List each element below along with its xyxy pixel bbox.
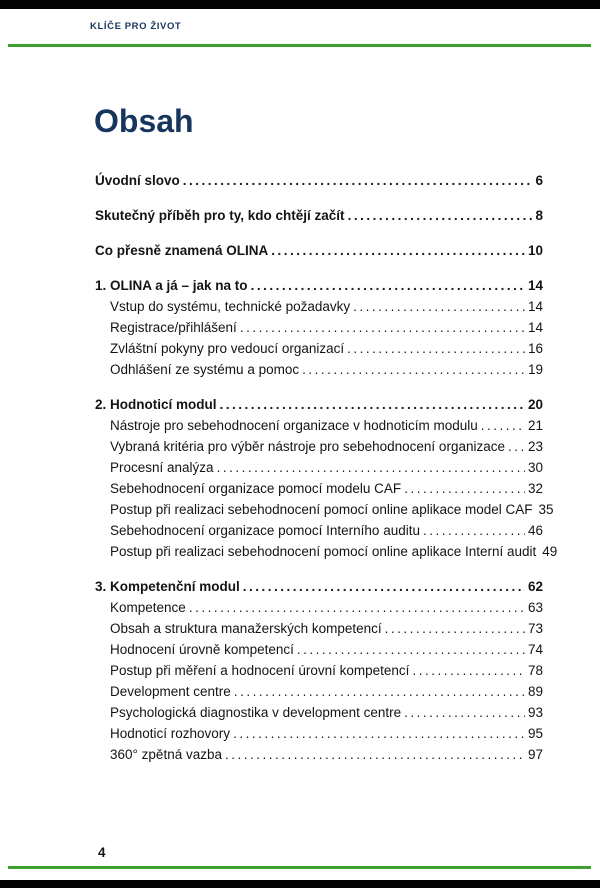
toc-entry — [95, 240, 543, 261]
toc-page-number: 14 — [527, 299, 543, 314]
toc-entry-label: Obsah a struktura manažerských kompetencí — [110, 621, 382, 636]
toc-dot-leader — [225, 744, 525, 765]
footer-page-number: 4 — [98, 845, 106, 860]
toc-entry — [95, 359, 543, 380]
toc-entry-label: Registrace/přihlášení — [110, 320, 237, 335]
toc-entry-label: Kompetence — [110, 600, 186, 615]
toc-list — [95, 170, 558, 765]
toc-dot-leader — [348, 205, 533, 226]
toc-entry-label: Postup při realizaci sebehodnocení pomocí online aplikace Interní audit — [110, 544, 537, 559]
toc-entry-label: Skutečný příběh pro ty, kdo chtějí začít — [95, 208, 345, 223]
toc-entry — [95, 415, 543, 436]
toc-entry — [95, 576, 543, 597]
toc-entry-label: Úvodní slovo — [95, 173, 180, 188]
toc-dot-leader — [217, 457, 525, 478]
toc-dot-leader — [385, 618, 525, 639]
toc-entry-label: Zvláštní pokyny pro vedoucí organizací — [110, 341, 345, 356]
toc-page-number: 19 — [527, 362, 543, 377]
toc-page-number: 63 — [527, 600, 543, 615]
toc-entry — [95, 170, 543, 191]
toc-entry-label: Postup při měření a hodnocení úrovní kompetencí — [110, 663, 410, 678]
toc-entry — [95, 205, 543, 226]
toc-page-number: 89 — [527, 684, 543, 699]
toc-page-number: 16 — [527, 341, 543, 356]
toc-dot-leader — [183, 170, 533, 191]
toc-page-number: 6 — [535, 173, 543, 188]
toc-entry-label: Procesní analýza — [110, 460, 214, 475]
toc-entry — [95, 436, 543, 457]
toc-dot-leader — [423, 520, 525, 541]
toc-entry — [95, 639, 543, 660]
toc-entry — [95, 478, 543, 499]
toc-entry-label: 1. OLINA a já – jak na to — [95, 278, 248, 293]
toc-entry-label: Development centre — [110, 684, 231, 699]
toc-dot-leader — [220, 394, 525, 415]
toc-entry — [95, 520, 543, 541]
toc-page-number: 20 — [527, 397, 543, 412]
toc-entry-label: Sebehodnocení organizace pomocí Interního auditu — [110, 523, 420, 538]
toc-entry — [95, 499, 554, 520]
toc-entry — [95, 723, 543, 744]
toc-page-number: 30 — [527, 460, 543, 475]
toc-entry-label: Co přesně znamená OLINA — [95, 243, 269, 258]
toc-dot-leader — [347, 338, 525, 359]
toc-entry — [95, 275, 543, 296]
toc-page-number: 8 — [535, 208, 543, 223]
toc-dot-leader — [353, 296, 525, 317]
toc-page-number: 62 — [527, 579, 543, 594]
toc-page-number: 23 — [527, 439, 543, 454]
header-divider-rule — [8, 44, 591, 47]
toc-entry-label: Nástroje pro sebehodnocení organizace v hodnoticím modulu — [110, 418, 478, 433]
toc-entry-label: Odhlášení ze systému a pomoc — [110, 362, 300, 377]
toc-entry — [95, 317, 543, 338]
toc-page-number: 74 — [527, 642, 543, 657]
toc-entry — [95, 338, 543, 359]
toc-page-number: 32 — [527, 481, 543, 496]
toc-entry — [95, 702, 543, 723]
toc-entry — [95, 618, 543, 639]
toc-page-number: 14 — [527, 278, 543, 293]
toc-entry-label: 360° zpětná vazba — [110, 747, 222, 762]
toc-page-number: 97 — [527, 747, 543, 762]
toc-dot-leader — [412, 660, 525, 681]
toc-dot-leader — [481, 415, 525, 436]
header-brand: KLÍČE PRO ŽIVOT — [90, 21, 182, 32]
toc-dot-leader — [404, 702, 525, 723]
toc-entry — [95, 296, 543, 317]
toc-entry-label: Hodnoticí rozhovory — [110, 726, 231, 741]
toc-dot-leader — [251, 275, 525, 296]
toc-page-number: 14 — [527, 320, 543, 335]
toc-entry-label: 2. Hodnoticí modul — [95, 397, 217, 412]
toc-entry — [95, 394, 543, 415]
toc-dot-leader — [271, 240, 525, 261]
toc-dot-leader — [189, 597, 525, 618]
page-title: Obsah — [94, 103, 194, 139]
toc-dot-leader — [234, 681, 525, 702]
toc-page-number: 93 — [527, 705, 543, 720]
toc-entry — [95, 541, 558, 562]
bottom-scan-bar — [0, 880, 600, 888]
toc-dot-leader — [233, 723, 525, 744]
toc-page-number: 73 — [527, 621, 543, 636]
toc-page-number: 21 — [527, 418, 543, 433]
toc-dot-leader — [240, 317, 525, 338]
toc-dot-leader — [297, 639, 525, 660]
toc-entry-label: Hodnocení úrovně kompetencí — [110, 642, 294, 657]
footer-divider-rule — [8, 866, 591, 869]
toc-dot-leader — [243, 576, 525, 597]
toc-entry-label: Sebehodnocení organizace pomocí modelu CAF — [110, 481, 402, 496]
toc-page-number: 46 — [527, 523, 543, 538]
toc-entry-label: Psychologická diagnostika v development centre — [110, 705, 402, 720]
toc-dot-leader — [302, 359, 525, 380]
toc-dot-leader — [508, 436, 525, 457]
toc-entry — [95, 681, 543, 702]
toc-entry — [95, 457, 543, 478]
toc-entry-label: 3. Kompetenční modul — [95, 579, 240, 594]
toc-entry-label: Postup při realizaci sebehodnocení pomocí online aplikace model CAF — [110, 502, 533, 517]
top-scan-bar — [0, 0, 600, 9]
toc-page-number: 49 — [542, 544, 558, 559]
toc-entry — [95, 597, 543, 618]
toc-entry — [95, 744, 543, 765]
toc-page-number: 10 — [527, 243, 543, 258]
toc-entry — [95, 660, 543, 681]
toc-page-number: 78 — [527, 663, 543, 678]
toc-page-number: 95 — [527, 726, 543, 741]
toc-entry-label: Vstup do systému, technické požadavky — [110, 299, 351, 314]
toc-page-number: 35 — [538, 502, 554, 517]
toc-dot-leader — [404, 478, 525, 499]
toc-entry-label: Vybraná kritéria pro výběr nástroje pro sebehodnocení organizace — [110, 439, 505, 454]
